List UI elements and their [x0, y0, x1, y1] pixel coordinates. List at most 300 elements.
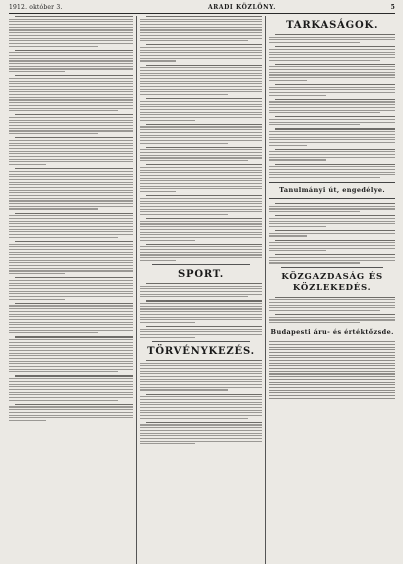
- economy-block: [269, 297, 395, 324]
- table-cell: [367, 376, 395, 377]
- text-line: [140, 186, 263, 187]
- text-line: [140, 402, 263, 403]
- table-cell: [317, 371, 342, 372]
- text-line: [140, 172, 263, 173]
- table-cell: [342, 387, 367, 388]
- paragraph: [269, 164, 395, 179]
- text-line: [140, 73, 263, 74]
- table-cell: [269, 382, 317, 383]
- text-line: [269, 299, 395, 300]
- table-cell: [269, 373, 317, 374]
- text-line: [9, 203, 133, 204]
- text-line: [146, 164, 263, 165]
- text-line: [140, 384, 263, 385]
- text-line: [269, 218, 395, 219]
- table-cell: [317, 390, 342, 391]
- text-line: [269, 317, 395, 318]
- table-cell: [269, 390, 317, 391]
- text-line: [275, 297, 395, 298]
- text-line: [140, 363, 263, 364]
- table-cell: [342, 379, 367, 380]
- table-cell: [317, 352, 342, 353]
- text-line: [140, 214, 228, 215]
- text-line: [140, 365, 263, 366]
- text-line: [140, 435, 263, 436]
- text-line: [9, 246, 133, 247]
- table-cell: [269, 363, 317, 364]
- text-line: [9, 420, 46, 421]
- paragraph: [140, 124, 263, 144]
- text-line: [140, 143, 228, 144]
- table-cell: [367, 355, 395, 356]
- text-line: [140, 433, 263, 434]
- text-line: [9, 68, 133, 69]
- text-line: [140, 117, 263, 118]
- table-cell: [342, 341, 367, 342]
- text-line: [146, 65, 263, 66]
- text-line: [269, 262, 359, 263]
- text-line: [140, 308, 263, 309]
- text-line: [9, 182, 133, 183]
- table-cell: [367, 384, 395, 385]
- table-cell: [367, 379, 395, 380]
- text-line: [140, 175, 263, 176]
- text-line: [269, 72, 395, 73]
- text-line: [9, 105, 133, 106]
- news-block: [140, 16, 263, 261]
- text-line: [140, 160, 248, 161]
- text-line: [269, 221, 395, 222]
- text-line: [269, 131, 395, 132]
- text-line: [9, 161, 133, 162]
- text-line: [140, 291, 263, 292]
- text-line: [269, 42, 359, 43]
- paragraph: [140, 394, 263, 419]
- text-line: [9, 316, 133, 317]
- text-line: [146, 394, 263, 395]
- text-line: [9, 208, 98, 209]
- text-line: [140, 149, 263, 150]
- paragraph: [9, 303, 133, 334]
- text-line: [15, 213, 133, 214]
- text-line: [275, 99, 395, 100]
- table-row: [269, 365, 395, 366]
- table-cell: [317, 392, 342, 393]
- text-line: [9, 231, 133, 232]
- text-line: [275, 84, 395, 85]
- text-line: [9, 311, 133, 312]
- text-line: [140, 371, 263, 372]
- text-line: [9, 133, 98, 134]
- text-line: [9, 280, 133, 281]
- text-line: [140, 19, 263, 20]
- table-row: [269, 355, 395, 356]
- text-line: [9, 288, 133, 289]
- text-line: [269, 211, 359, 212]
- table-row: [269, 347, 395, 348]
- text-line: [9, 145, 133, 146]
- text-line: [275, 215, 395, 216]
- text-line: [275, 203, 395, 204]
- table-cell: [317, 347, 342, 348]
- text-line: [140, 58, 263, 59]
- table-cell: [317, 363, 342, 364]
- table-row: [269, 371, 395, 372]
- text-line: [269, 39, 395, 40]
- paragraph: [140, 65, 263, 96]
- table-cell: [367, 341, 395, 342]
- table-cell: [317, 355, 342, 356]
- text-line: [140, 129, 263, 130]
- paragraph: [140, 98, 263, 121]
- table-cell: [269, 368, 317, 369]
- text-line: [9, 83, 133, 84]
- text-line: [140, 203, 263, 204]
- table-cell: [269, 376, 317, 377]
- table-cell: [269, 347, 317, 348]
- table-cell: [342, 382, 367, 383]
- text-line: [9, 291, 133, 292]
- table-row: [269, 382, 395, 383]
- table-cell: [269, 395, 317, 396]
- text-line: [269, 174, 395, 175]
- text-line: [15, 303, 133, 304]
- text-line: [15, 375, 133, 376]
- text-line: [140, 314, 263, 315]
- text-line: [140, 109, 263, 110]
- divider: [152, 341, 251, 342]
- table-cell: [269, 365, 317, 366]
- text-line: [9, 386, 133, 387]
- paragraph: [269, 203, 395, 212]
- text-line: [269, 134, 395, 135]
- table-cell: [342, 344, 367, 345]
- table-cell: [269, 384, 317, 385]
- text-line: [15, 404, 133, 405]
- table-cell: [367, 352, 395, 353]
- text-line: [9, 94, 133, 95]
- paragraph: [140, 283, 263, 298]
- text-line: [9, 260, 133, 261]
- text-line: [9, 187, 133, 188]
- notice-box: [269, 182, 395, 199]
- table-cell: [367, 387, 395, 388]
- text-line: [15, 137, 133, 138]
- text-line: [140, 106, 263, 107]
- table-cell: [367, 357, 395, 358]
- text-line: [9, 299, 65, 300]
- text-line: [140, 387, 263, 388]
- text-line: [140, 412, 263, 413]
- text-line: [275, 254, 395, 255]
- page-header: [9, 4, 395, 14]
- table-cell: [342, 398, 367, 399]
- paragraph: [269, 240, 395, 252]
- text-line: [269, 206, 395, 207]
- text-line: [269, 166, 395, 167]
- table-row: [269, 368, 395, 369]
- text-line: [269, 145, 307, 146]
- text-line: [9, 400, 118, 401]
- table-row: [269, 384, 395, 385]
- table-cell: [342, 363, 367, 364]
- text-line: [269, 233, 395, 234]
- text-line: [140, 104, 263, 105]
- text-line: [140, 337, 195, 338]
- text-line: [140, 317, 263, 318]
- text-line: [269, 260, 395, 261]
- paragraph: [9, 137, 133, 165]
- text-line: [269, 208, 395, 209]
- paragraph: [9, 213, 133, 238]
- table-cell: [342, 384, 367, 385]
- text-line: [9, 237, 118, 238]
- table-cell: [342, 360, 367, 361]
- text-line: [140, 288, 263, 289]
- text-line: [140, 294, 263, 295]
- text-line: [9, 339, 133, 340]
- text-line: [140, 137, 263, 138]
- text-line: [146, 326, 263, 327]
- table-cell: [317, 349, 342, 350]
- text-line: [140, 52, 263, 53]
- text-line: [9, 38, 133, 39]
- text-line: [15, 114, 133, 115]
- text-line: [140, 40, 248, 41]
- text-line: [15, 75, 133, 76]
- table-cell: [342, 376, 367, 377]
- text-line: [269, 49, 395, 50]
- text-line: [140, 21, 263, 22]
- text-line: [140, 191, 177, 192]
- table-cell: [342, 352, 367, 353]
- table-cell: [269, 357, 317, 358]
- table-cell: [317, 368, 342, 369]
- text-line: [9, 71, 65, 72]
- text-line: [140, 438, 263, 439]
- text-line: [140, 410, 263, 411]
- text-line: [146, 98, 263, 99]
- table-cell: [342, 349, 367, 350]
- text-line: [9, 330, 133, 331]
- text-line: [269, 74, 395, 75]
- text-line: [9, 392, 133, 393]
- text-line: [269, 122, 395, 123]
- text-line: [269, 319, 395, 320]
- text-line: [9, 378, 133, 379]
- text-line: [140, 55, 263, 56]
- text-line: [275, 240, 395, 241]
- paragraph: [269, 34, 395, 43]
- table-cell: [317, 398, 342, 399]
- text-line: [140, 81, 263, 82]
- text-line: [140, 132, 263, 133]
- paragraph: [269, 99, 395, 114]
- table-cell: [269, 355, 317, 356]
- text-line: [140, 441, 263, 442]
- text-line: [9, 285, 133, 286]
- text-line: [140, 94, 228, 95]
- text-line: [269, 77, 395, 78]
- table-row: [269, 363, 395, 364]
- text-line: [140, 183, 263, 184]
- table-cell: [269, 398, 317, 399]
- text-line: [9, 273, 65, 274]
- text-line: [9, 171, 133, 172]
- text-line: [9, 63, 133, 64]
- text-line: [9, 151, 133, 152]
- text-line: [9, 60, 133, 61]
- text-line: [9, 366, 133, 367]
- text-line: [9, 89, 133, 90]
- text-line: [9, 215, 133, 216]
- sport-block: [140, 283, 263, 338]
- paragraph: [140, 147, 263, 162]
- text-line: [275, 34, 395, 35]
- text-line: [140, 286, 263, 287]
- text-line: [9, 322, 133, 323]
- text-line: [9, 148, 133, 149]
- divider: [152, 264, 251, 265]
- text-line: [9, 244, 133, 245]
- text-line: [275, 64, 395, 65]
- text-line: [140, 178, 263, 179]
- text-line: [140, 334, 263, 335]
- text-line: [140, 379, 263, 380]
- text-line: [9, 324, 133, 325]
- text-line: [9, 257, 133, 258]
- text-line: [269, 60, 380, 61]
- table-cell: [342, 347, 367, 348]
- text-line: [9, 21, 133, 22]
- table-cell: [269, 349, 317, 350]
- text-line: [140, 198, 263, 199]
- text-line: [269, 250, 326, 251]
- table-cell: [269, 360, 317, 361]
- text-line: [9, 252, 133, 253]
- text-line: [275, 314, 395, 315]
- text-line: [9, 254, 133, 255]
- text-line: [9, 52, 133, 53]
- table-cell: [367, 363, 395, 364]
- text-line: [275, 149, 395, 150]
- text-line: [140, 252, 263, 253]
- paragraph: [9, 375, 133, 400]
- text-line: [9, 417, 133, 418]
- text-line: [140, 60, 177, 61]
- table-row: [269, 357, 395, 358]
- text-line: [140, 32, 263, 33]
- text-line: [9, 102, 133, 103]
- text-line: [269, 322, 359, 323]
- text-line: [140, 376, 263, 377]
- paragraph: [140, 326, 263, 338]
- text-line: [269, 110, 395, 111]
- text-line: [9, 249, 133, 250]
- text-line: [269, 142, 395, 143]
- section-heading-tarkasagok: TARKASÁGOK.: [286, 20, 379, 31]
- text-line: [269, 307, 395, 308]
- paragraph: [269, 116, 395, 125]
- paragraph: [140, 44, 263, 61]
- section-heading-kozgazdasag: KÖZGAZDASÁG ÉS KÖZLEKEDÉS.: [281, 271, 383, 293]
- text-line: [140, 188, 263, 189]
- text-line: [9, 125, 133, 126]
- table-cell: [269, 392, 317, 393]
- text-line: [9, 406, 133, 407]
- text-line: [9, 234, 133, 235]
- text-line: [9, 369, 133, 370]
- text-line: [140, 152, 263, 153]
- text-line: [140, 221, 263, 222]
- text-line: [140, 427, 263, 428]
- text-line: [140, 75, 263, 76]
- text-line: [9, 43, 133, 44]
- table-cell: [317, 373, 342, 374]
- columns: [9, 16, 395, 564]
- table-cell: [342, 357, 367, 358]
- text-line: [140, 112, 263, 113]
- text-line: [15, 50, 133, 51]
- text-line: [9, 24, 133, 25]
- text-line: [140, 89, 263, 90]
- column-3: [269, 16, 395, 564]
- text-line: [9, 394, 133, 395]
- table-cell: [317, 384, 342, 385]
- table-cell: [367, 368, 395, 369]
- table-row: [269, 341, 395, 342]
- text-line: [140, 322, 195, 323]
- text-line: [146, 44, 263, 45]
- text-line: [140, 101, 263, 102]
- text-line: [140, 254, 263, 255]
- text-line: [9, 200, 133, 201]
- text-line: [146, 283, 263, 284]
- text-line: [9, 265, 133, 266]
- table-cell: [342, 392, 367, 393]
- text-line: [140, 306, 263, 307]
- text-line: [140, 229, 263, 230]
- text-line: [9, 179, 133, 180]
- text-line: [269, 257, 395, 258]
- text-line: [269, 169, 395, 170]
- text-line: [9, 389, 133, 390]
- text-line: [140, 135, 263, 136]
- text-line: [9, 384, 133, 385]
- table-row: [269, 373, 395, 374]
- text-line: [140, 443, 195, 444]
- text-line: [269, 172, 395, 173]
- table-row: [269, 344, 395, 345]
- table-cell: [342, 371, 367, 372]
- issue-date: 1912. október 3.: [9, 4, 63, 11]
- text-line: [9, 218, 133, 219]
- text-line: [140, 240, 195, 241]
- text-line: [9, 363, 133, 364]
- text-line: [269, 112, 380, 113]
- text-line: [269, 89, 395, 90]
- text-line: [140, 114, 263, 115]
- table-cell: [342, 368, 367, 369]
- text-line: [269, 66, 395, 67]
- table-cell: [269, 371, 317, 372]
- paragraph: [269, 215, 395, 227]
- text-line: [9, 283, 133, 284]
- text-line: [9, 99, 133, 100]
- text-line: [9, 206, 133, 207]
- text-line: [269, 104, 395, 105]
- column-2: [140, 16, 263, 564]
